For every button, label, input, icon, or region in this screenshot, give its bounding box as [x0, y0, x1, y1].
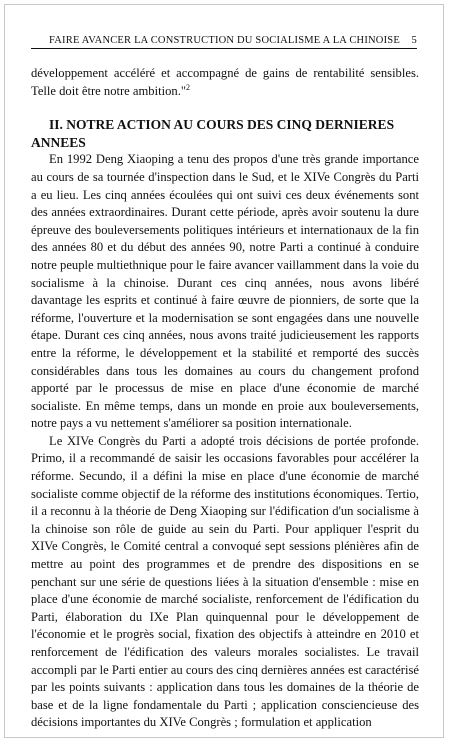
page-number: 5 — [411, 35, 417, 46]
section-heading: II. NOTRE ACTION AU COURS DES CINQ DERNIERES ANNEES — [31, 117, 395, 150]
book-page — [4, 4, 444, 738]
continued-paragraph-text: développement accéléré et accompagné de gains de rentabilité sensibles. Telle doit être notre ambition." — [31, 66, 419, 98]
running-title: FAIRE AVANCER LA CONSTRUCTION DU SOCIALISME A LA CHINOISE — [49, 35, 400, 46]
running-header — [31, 31, 417, 49]
continued-paragraph — [31, 65, 419, 100]
footnote-marker: 2 — [186, 82, 190, 92]
paragraph-deng-xiaoping-1992: En 1992 Deng Xiaoping a tenu des propos d'une très grande importance au cours de sa tournée d'inspection dans le Sud, et le XIVe Congrès du Parti a eu lieu. Les cinq années écoulées qui ont suivi ces deux événements sont des années extraordinaires. Durant cette période, après avoir soutenu la dure épreuve des bouleversements politiques intérieurs et internationaux de la fin des années 80 et du début des années 90, notre Parti a continué à conduire notre peuple multiethnique pour le faire avancer vaillamment dans la voie du socialisme à la chinoise. Durant ces cinq années, nous avons libéré davantage les esprits et continué à faire œuvre de pionniers, de sorte que la réforme, l'ouverture et la modernisation se sont engagées dans une nouvelle étape. Durant ces cinq années, nous avons traité judicieusement les rapports entre la réforme, le développement et la stabilité et remporté des succès considérables dans tous les domaines au cours du changement profond apporté par le processus de mise en place d'une économie de marché socialiste. En même temps, dans un monde en proie aux bouleversements, notre pays a vu nettement s'améliorer sa position internationale. — [31, 152, 419, 431]
paragraph-xive-congres: Le XIVe Congrès du Parti a adopté trois décisions de portée profonde. Primo, il a recommandé de saisir les occasions favorables pour accélérer la réforme. Secundo, il a défini la mise en place d'une économie de marché socialiste comme objectif de la réforme des institutions économiques. Tertio, il a reconnu à la théorie de Deng Xiaoping sur l'édification d'un socialisme à la chinoise son rôle de guide au sein du Parti. Pour appliquer l'esprit du XIVe Congrès, le Comité central a convoqué sept sessions plénières afin de mettre au point des programmes et de prendre des dispositions en se penchant sur une série de questions liées à la situation d'ensemble : mise en place d'une économie de marché socialiste, renforcement de l'édification du Parti, élaboration du IXe Plan quinquennal pour le développement de l'économie et le progrès social, fixation des objectifs à atteindre en 2010 et renforcement de l'édification des valeurs morales socialistes. Le travail accompli par le Parti entier au cours des cinq dernières années est caractérisé par les points suivants : application dans tous les domaines de la théorie de base et de la ligne fondamentale du Parti ; application consciencieuse des décisions importantes du XIVe Congrès ; formulation et application — [31, 433, 419, 730]
page-body — [31, 65, 419, 732]
